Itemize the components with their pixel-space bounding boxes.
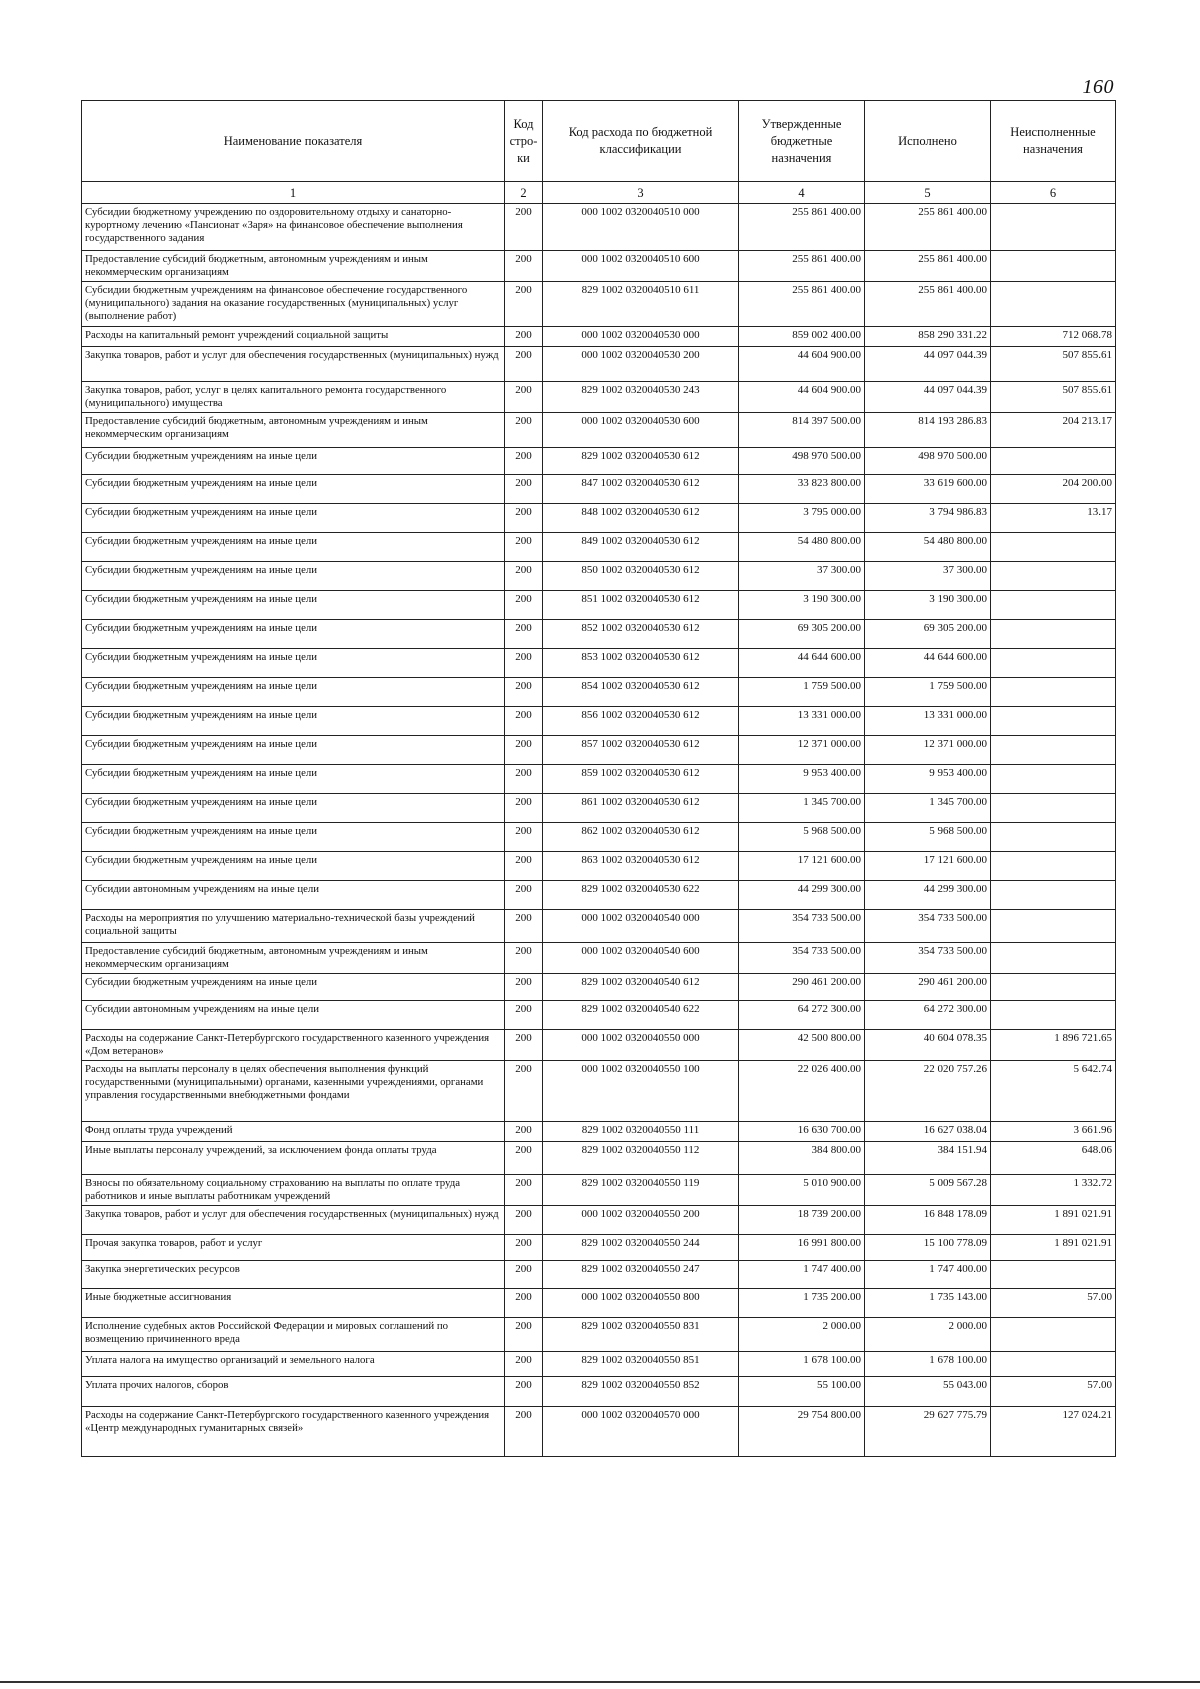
row-unexecuted: 204 213.17 bbox=[991, 413, 1116, 448]
row-approved: 2 000.00 bbox=[739, 1318, 865, 1352]
row-executed: 44 299 300.00 bbox=[865, 881, 991, 910]
table-row bbox=[82, 204, 1116, 251]
row-unexecuted bbox=[991, 823, 1116, 852]
row-name: Субсидии бюджетным учреждениям на финансовое обеспечение государственного (муниципального) задания на оказание государственных (муниципальных) услуг (выполнение работ) bbox=[82, 282, 505, 327]
row-line-code: 200 bbox=[505, 382, 543, 413]
row-budget-code: 829 1002 0320040550 111 bbox=[543, 1122, 739, 1142]
row-unexecuted bbox=[991, 1261, 1116, 1289]
row-line-code: 200 bbox=[505, 1407, 543, 1457]
row-line-code: 200 bbox=[505, 649, 543, 678]
row-budget-code: 000 1002 0320040530 600 bbox=[543, 413, 739, 448]
header-approved: Утвержденные бюджетные назначения bbox=[739, 101, 865, 182]
row-approved: 498 970 500.00 bbox=[739, 448, 865, 475]
row-approved: 17 121 600.00 bbox=[739, 852, 865, 881]
row-unexecuted: 5 642.74 bbox=[991, 1061, 1116, 1122]
row-budget-code: 829 1002 0320040550 119 bbox=[543, 1175, 739, 1206]
row-name: Субсидии бюджетным учреждениям на иные цели bbox=[82, 823, 505, 852]
row-approved: 5 968 500.00 bbox=[739, 823, 865, 852]
table-row bbox=[82, 1061, 1116, 1122]
row-unexecuted: 3 661.96 bbox=[991, 1122, 1116, 1142]
row-approved: 54 480 800.00 bbox=[739, 533, 865, 562]
row-approved: 290 461 200.00 bbox=[739, 974, 865, 1001]
table-row bbox=[82, 591, 1116, 620]
table-row bbox=[82, 1407, 1116, 1457]
row-approved: 55 100.00 bbox=[739, 1377, 865, 1407]
row-budget-code: 859 1002 0320040530 612 bbox=[543, 765, 739, 794]
row-unexecuted bbox=[991, 448, 1116, 475]
row-budget-code: 829 1002 0320040530 243 bbox=[543, 382, 739, 413]
row-unexecuted: 507 855.61 bbox=[991, 382, 1116, 413]
row-unexecuted bbox=[991, 943, 1116, 974]
row-unexecuted bbox=[991, 282, 1116, 327]
row-name: Закупка товаров, работ и услуг для обеспечения государственных (муниципальных) нужд bbox=[82, 347, 505, 382]
column-number: 6 bbox=[991, 182, 1116, 204]
row-line-code: 200 bbox=[505, 1061, 543, 1122]
row-line-code: 200 bbox=[505, 736, 543, 765]
table-row bbox=[82, 475, 1116, 504]
row-unexecuted bbox=[991, 794, 1116, 823]
row-unexecuted bbox=[991, 678, 1116, 707]
row-budget-code: 000 1002 0320040550 000 bbox=[543, 1030, 739, 1061]
row-budget-code: 829 1002 0320040550 852 bbox=[543, 1377, 739, 1407]
row-executed: 44 644 600.00 bbox=[865, 649, 991, 678]
row-executed: 2 000.00 bbox=[865, 1318, 991, 1352]
row-executed: 40 604 078.35 bbox=[865, 1030, 991, 1061]
row-unexecuted: 57.00 bbox=[991, 1377, 1116, 1407]
table-row bbox=[82, 533, 1116, 562]
table-row bbox=[82, 678, 1116, 707]
row-approved: 44 604 900.00 bbox=[739, 382, 865, 413]
table-row bbox=[82, 881, 1116, 910]
row-approved: 1 759 500.00 bbox=[739, 678, 865, 707]
row-line-code: 200 bbox=[505, 881, 543, 910]
row-name: Расходы на капитальный ремонт учреждений социальной защиты bbox=[82, 327, 505, 347]
row-executed: 64 272 300.00 bbox=[865, 1001, 991, 1030]
row-executed: 16 627 038.04 bbox=[865, 1122, 991, 1142]
row-executed: 37 300.00 bbox=[865, 562, 991, 591]
row-unexecuted: 57.00 bbox=[991, 1289, 1116, 1318]
budget-execution-table bbox=[81, 100, 1116, 1457]
row-approved: 5 010 900.00 bbox=[739, 1175, 865, 1206]
row-unexecuted: 1 896 721.65 bbox=[991, 1030, 1116, 1061]
row-name: Взносы по обязательному социальному страхованию на выплаты по оплате труда работников и иные выплаты работникам учреждений bbox=[82, 1175, 505, 1206]
row-executed: 1 759 500.00 bbox=[865, 678, 991, 707]
row-unexecuted: 204 200.00 bbox=[991, 475, 1116, 504]
row-name: Субсидии бюджетным учреждениям на иные цели bbox=[82, 765, 505, 794]
row-approved: 44 644 600.00 bbox=[739, 649, 865, 678]
header-name: Наименование показателя bbox=[82, 101, 505, 182]
row-budget-code: 857 1002 0320040530 612 bbox=[543, 736, 739, 765]
row-name: Субсидии бюджетным учреждениям на иные цели bbox=[82, 794, 505, 823]
row-name: Субсидии бюджетным учреждениям на иные цели bbox=[82, 707, 505, 736]
row-name: Предоставление субсидий бюджетным, автономным учреждениям и иным некоммерческим организациям bbox=[82, 251, 505, 282]
header-unexecuted: Неисполненные назначения bbox=[991, 101, 1116, 182]
row-approved: 3 795 000.00 bbox=[739, 504, 865, 533]
table-row bbox=[82, 347, 1116, 382]
row-line-code: 200 bbox=[505, 794, 543, 823]
row-budget-code: 000 1002 0320040540 600 bbox=[543, 943, 739, 974]
row-approved: 29 754 800.00 bbox=[739, 1407, 865, 1457]
row-executed: 29 627 775.79 bbox=[865, 1407, 991, 1457]
row-name: Расходы на содержание Санкт-Петербургского государственного казенного учреждения «Дом ветеранов» bbox=[82, 1030, 505, 1061]
row-executed: 814 193 286.83 bbox=[865, 413, 991, 448]
row-line-code: 200 bbox=[505, 823, 543, 852]
row-approved: 1 747 400.00 bbox=[739, 1261, 865, 1289]
row-line-code: 200 bbox=[505, 413, 543, 448]
row-unexecuted bbox=[991, 974, 1116, 1001]
row-line-code: 200 bbox=[505, 562, 543, 591]
row-line-code: 200 bbox=[505, 620, 543, 649]
row-line-code: 200 bbox=[505, 533, 543, 562]
row-line-code: 200 bbox=[505, 852, 543, 881]
row-name: Субсидии бюджетным учреждениям на иные цели bbox=[82, 562, 505, 591]
row-unexecuted bbox=[991, 1001, 1116, 1030]
row-line-code: 200 bbox=[505, 974, 543, 1001]
row-executed: 354 733 500.00 bbox=[865, 943, 991, 974]
row-approved: 354 733 500.00 bbox=[739, 910, 865, 943]
row-executed: 1 678 100.00 bbox=[865, 1352, 991, 1377]
row-name: Расходы на содержание Санкт-Петербургского государственного казенного учреждения «Центр международных гуманитарных связей» bbox=[82, 1407, 505, 1457]
row-approved: 1 735 200.00 bbox=[739, 1289, 865, 1318]
row-name: Закупка товаров, работ, услуг в целях капитального ремонта государственного (муниципального) имущества bbox=[82, 382, 505, 413]
row-line-code: 200 bbox=[505, 347, 543, 382]
row-unexecuted bbox=[991, 1318, 1116, 1352]
row-name: Расходы на выплаты персоналу в целях обеспечения выполнения функций государственными (муниципальными) органами, казенными учреждениями, органами управления государственными внебюджетными фондами bbox=[82, 1061, 505, 1122]
row-approved: 814 397 500.00 bbox=[739, 413, 865, 448]
row-executed: 5 968 500.00 bbox=[865, 823, 991, 852]
row-executed: 3 190 300.00 bbox=[865, 591, 991, 620]
row-line-code: 200 bbox=[505, 678, 543, 707]
row-executed: 255 861 400.00 bbox=[865, 204, 991, 251]
row-executed: 44 097 044.39 bbox=[865, 382, 991, 413]
row-executed: 1 345 700.00 bbox=[865, 794, 991, 823]
row-executed: 12 371 000.00 bbox=[865, 736, 991, 765]
row-executed: 255 861 400.00 bbox=[865, 282, 991, 327]
row-name: Субсидии бюджетному учреждению по оздоровительному отдыху и санаторно-курортному лечению «Пансионат «Заря» на финансовое обеспечение выполнения государственного задания bbox=[82, 204, 505, 251]
row-budget-code: 854 1002 0320040530 612 bbox=[543, 678, 739, 707]
header-executed: Исполнено bbox=[865, 101, 991, 182]
row-executed: 55 043.00 bbox=[865, 1377, 991, 1407]
row-name: Иные бюджетные ассигнования bbox=[82, 1289, 505, 1318]
header-row bbox=[82, 101, 1116, 182]
header-budget-code: Код расхода по бюджетной классификации bbox=[543, 101, 739, 182]
row-budget-code: 852 1002 0320040530 612 bbox=[543, 620, 739, 649]
column-number: 1 bbox=[82, 182, 505, 204]
table-row bbox=[82, 910, 1116, 943]
row-unexecuted: 712 068.78 bbox=[991, 327, 1116, 347]
row-unexecuted: 127 024.21 bbox=[991, 1407, 1116, 1457]
row-budget-code: 829 1002 0320040530 622 bbox=[543, 881, 739, 910]
row-unexecuted bbox=[991, 562, 1116, 591]
row-executed: 9 953 400.00 bbox=[865, 765, 991, 794]
row-approved: 44 299 300.00 bbox=[739, 881, 865, 910]
row-executed: 33 619 600.00 bbox=[865, 475, 991, 504]
column-number: 3 bbox=[543, 182, 739, 204]
row-budget-code: 850 1002 0320040530 612 bbox=[543, 562, 739, 591]
row-approved: 64 272 300.00 bbox=[739, 1001, 865, 1030]
row-executed: 498 970 500.00 bbox=[865, 448, 991, 475]
row-approved: 44 604 900.00 bbox=[739, 347, 865, 382]
row-unexecuted bbox=[991, 1352, 1116, 1377]
row-approved: 255 861 400.00 bbox=[739, 204, 865, 251]
row-name: Иные выплаты персоналу учреждений, за исключением фонда оплаты труда bbox=[82, 1142, 505, 1175]
row-budget-code: 829 1002 0320040540 622 bbox=[543, 1001, 739, 1030]
table-row bbox=[82, 620, 1116, 649]
row-unexecuted bbox=[991, 910, 1116, 943]
table-row bbox=[82, 1206, 1116, 1235]
row-unexecuted bbox=[991, 736, 1116, 765]
row-name: Субсидии бюджетным учреждениям на иные цели bbox=[82, 504, 505, 533]
table-row bbox=[82, 562, 1116, 591]
row-line-code: 200 bbox=[505, 1235, 543, 1261]
row-line-code: 200 bbox=[505, 1001, 543, 1030]
table-row bbox=[82, 1261, 1116, 1289]
row-name: Субсидии автономным учреждениям на иные цели bbox=[82, 1001, 505, 1030]
table-body bbox=[82, 204, 1116, 1457]
row-name: Субсидии бюджетным учреждениям на иные цели bbox=[82, 591, 505, 620]
row-unexecuted bbox=[991, 707, 1116, 736]
column-number: 5 bbox=[865, 182, 991, 204]
row-executed: 1 747 400.00 bbox=[865, 1261, 991, 1289]
row-approved: 384 800.00 bbox=[739, 1142, 865, 1175]
row-executed: 22 020 757.26 bbox=[865, 1061, 991, 1122]
row-executed: 354 733 500.00 bbox=[865, 910, 991, 943]
row-line-code: 200 bbox=[505, 707, 543, 736]
row-name: Субсидии бюджетным учреждениям на иные цели bbox=[82, 475, 505, 504]
row-name: Субсидии бюджетным учреждениям на иные цели bbox=[82, 974, 505, 1001]
row-approved: 859 002 400.00 bbox=[739, 327, 865, 347]
column-number: 2 bbox=[505, 182, 543, 204]
row-budget-code: 000 1002 0320040550 800 bbox=[543, 1289, 739, 1318]
row-unexecuted bbox=[991, 620, 1116, 649]
row-name: Уплата прочих налогов, сборов bbox=[82, 1377, 505, 1407]
row-unexecuted bbox=[991, 533, 1116, 562]
table-row bbox=[82, 974, 1116, 1001]
row-approved: 18 739 200.00 bbox=[739, 1206, 865, 1235]
row-executed: 858 290 331.22 bbox=[865, 327, 991, 347]
table-row bbox=[82, 448, 1116, 475]
row-executed: 255 861 400.00 bbox=[865, 251, 991, 282]
row-approved: 255 861 400.00 bbox=[739, 251, 865, 282]
row-budget-code: 861 1002 0320040530 612 bbox=[543, 794, 739, 823]
row-budget-code: 851 1002 0320040530 612 bbox=[543, 591, 739, 620]
table-row bbox=[82, 504, 1116, 533]
row-approved: 9 953 400.00 bbox=[739, 765, 865, 794]
table-row bbox=[82, 1001, 1116, 1030]
row-line-code: 200 bbox=[505, 282, 543, 327]
row-name: Субсидии автономным учреждениям на иные цели bbox=[82, 881, 505, 910]
row-approved: 22 026 400.00 bbox=[739, 1061, 865, 1122]
page-number: 160 bbox=[1082, 76, 1114, 98]
row-line-code: 200 bbox=[505, 504, 543, 533]
row-unexecuted: 648.06 bbox=[991, 1142, 1116, 1175]
row-executed: 16 848 178.09 bbox=[865, 1206, 991, 1235]
row-line-code: 200 bbox=[505, 1377, 543, 1407]
table-row bbox=[82, 1352, 1116, 1377]
table-row bbox=[82, 765, 1116, 794]
row-budget-code: 829 1002 0320040510 611 bbox=[543, 282, 739, 327]
row-line-code: 200 bbox=[505, 591, 543, 620]
row-line-code: 200 bbox=[505, 1175, 543, 1206]
table-row bbox=[82, 1235, 1116, 1261]
row-budget-code: 848 1002 0320040530 612 bbox=[543, 504, 739, 533]
row-name: Субсидии бюджетным учреждениям на иные цели bbox=[82, 678, 505, 707]
row-budget-code: 829 1002 0320040550 831 bbox=[543, 1318, 739, 1352]
column-number-row bbox=[82, 182, 1116, 204]
row-budget-code: 849 1002 0320040530 612 bbox=[543, 533, 739, 562]
row-name: Предоставление субсидий бюджетным, автономным учреждениям и иным некоммерческим организациям bbox=[82, 413, 505, 448]
row-executed: 5 009 567.28 bbox=[865, 1175, 991, 1206]
row-name: Субсидии бюджетным учреждениям на иные цели bbox=[82, 736, 505, 765]
row-approved: 16 630 700.00 bbox=[739, 1122, 865, 1142]
table-row bbox=[82, 649, 1116, 678]
table-row bbox=[82, 823, 1116, 852]
row-line-code: 200 bbox=[505, 327, 543, 347]
table-row bbox=[82, 852, 1116, 881]
row-approved: 42 500 800.00 bbox=[739, 1030, 865, 1061]
row-budget-code: 847 1002 0320040530 612 bbox=[543, 475, 739, 504]
row-unexecuted: 13.17 bbox=[991, 504, 1116, 533]
row-unexecuted: 1 891 021.91 bbox=[991, 1206, 1116, 1235]
row-line-code: 200 bbox=[505, 1318, 543, 1352]
row-approved: 33 823 800.00 bbox=[739, 475, 865, 504]
row-budget-code: 829 1002 0320040530 612 bbox=[543, 448, 739, 475]
row-budget-code: 853 1002 0320040530 612 bbox=[543, 649, 739, 678]
row-unexecuted bbox=[991, 765, 1116, 794]
table-row bbox=[82, 1289, 1116, 1318]
table-row bbox=[82, 1142, 1116, 1175]
row-line-code: 200 bbox=[505, 251, 543, 282]
row-budget-code: 829 1002 0320040550 851 bbox=[543, 1352, 739, 1377]
row-budget-code: 829 1002 0320040550 112 bbox=[543, 1142, 739, 1175]
row-line-code: 200 bbox=[505, 765, 543, 794]
row-budget-code: 000 1002 0320040570 000 bbox=[543, 1407, 739, 1457]
row-executed: 3 794 986.83 bbox=[865, 504, 991, 533]
row-unexecuted: 1 332.72 bbox=[991, 1175, 1116, 1206]
row-approved: 69 305 200.00 bbox=[739, 620, 865, 649]
row-line-code: 200 bbox=[505, 448, 543, 475]
row-line-code: 200 bbox=[505, 1261, 543, 1289]
row-name: Расходы на мероприятия по улучшению материально-технической базы учреждений социальной защиты bbox=[82, 910, 505, 943]
row-budget-code: 856 1002 0320040530 612 bbox=[543, 707, 739, 736]
row-name: Исполнение судебных актов Российской Федерации и мировых соглашений по возмещению причиненного вреда bbox=[82, 1318, 505, 1352]
row-budget-code: 829 1002 0320040550 244 bbox=[543, 1235, 739, 1261]
row-name: Прочая закупка товаров, работ и услуг bbox=[82, 1235, 505, 1261]
row-unexecuted bbox=[991, 852, 1116, 881]
row-line-code: 200 bbox=[505, 1206, 543, 1235]
header-line-code: Код стро-ки bbox=[505, 101, 543, 182]
row-line-code: 200 bbox=[505, 204, 543, 251]
table-row bbox=[82, 1122, 1116, 1142]
row-budget-code: 000 1002 0320040550 200 bbox=[543, 1206, 739, 1235]
row-approved: 16 991 800.00 bbox=[739, 1235, 865, 1261]
row-name: Уплата налога на имущество организаций и земельного налога bbox=[82, 1352, 505, 1377]
row-approved: 1 345 700.00 bbox=[739, 794, 865, 823]
table-row bbox=[82, 707, 1116, 736]
row-budget-code: 000 1002 0320040540 000 bbox=[543, 910, 739, 943]
row-approved: 13 331 000.00 bbox=[739, 707, 865, 736]
row-name: Закупка товаров, работ и услуг для обеспечения государственных (муниципальных) нужд bbox=[82, 1206, 505, 1235]
row-budget-code: 862 1002 0320040530 612 bbox=[543, 823, 739, 852]
table-row bbox=[82, 282, 1116, 327]
row-line-code: 200 bbox=[505, 943, 543, 974]
row-budget-code: 000 1002 0320040550 100 bbox=[543, 1061, 739, 1122]
row-unexecuted bbox=[991, 591, 1116, 620]
table-row bbox=[82, 327, 1116, 347]
row-executed: 17 121 600.00 bbox=[865, 852, 991, 881]
row-name: Фонд оплаты труда учреждений bbox=[82, 1122, 505, 1142]
row-name: Закупка энергетических ресурсов bbox=[82, 1261, 505, 1289]
row-line-code: 200 bbox=[505, 475, 543, 504]
row-unexecuted: 1 891 021.91 bbox=[991, 1235, 1116, 1261]
row-executed: 13 331 000.00 bbox=[865, 707, 991, 736]
table-row bbox=[82, 382, 1116, 413]
row-unexecuted bbox=[991, 251, 1116, 282]
row-name: Субсидии бюджетным учреждениям на иные цели bbox=[82, 620, 505, 649]
row-executed: 290 461 200.00 bbox=[865, 974, 991, 1001]
row-line-code: 200 bbox=[505, 1352, 543, 1377]
row-executed: 54 480 800.00 bbox=[865, 533, 991, 562]
table-row bbox=[82, 736, 1116, 765]
row-unexecuted bbox=[991, 204, 1116, 251]
table-row bbox=[82, 1175, 1116, 1206]
row-budget-code: 000 1002 0320040510 600 bbox=[543, 251, 739, 282]
table-row bbox=[82, 413, 1116, 448]
row-approved: 354 733 500.00 bbox=[739, 943, 865, 974]
row-name: Субсидии бюджетным учреждениям на иные цели bbox=[82, 533, 505, 562]
row-approved: 1 678 100.00 bbox=[739, 1352, 865, 1377]
row-budget-code: 829 1002 0320040550 247 bbox=[543, 1261, 739, 1289]
row-budget-code: 000 1002 0320040530 000 bbox=[543, 327, 739, 347]
row-approved: 3 190 300.00 bbox=[739, 591, 865, 620]
row-unexecuted bbox=[991, 881, 1116, 910]
row-budget-code: 829 1002 0320040540 612 bbox=[543, 974, 739, 1001]
table-row bbox=[82, 251, 1116, 282]
table-row bbox=[82, 943, 1116, 974]
row-line-code: 200 bbox=[505, 1289, 543, 1318]
table-row bbox=[82, 1318, 1116, 1352]
row-line-code: 200 bbox=[505, 1142, 543, 1175]
row-approved: 255 861 400.00 bbox=[739, 282, 865, 327]
row-unexecuted bbox=[991, 649, 1116, 678]
row-executed: 384 151.94 bbox=[865, 1142, 991, 1175]
row-budget-code: 000 1002 0320040510 000 bbox=[543, 204, 739, 251]
table-row bbox=[82, 1377, 1116, 1407]
row-executed: 15 100 778.09 bbox=[865, 1235, 991, 1261]
row-budget-code: 863 1002 0320040530 612 bbox=[543, 852, 739, 881]
row-approved: 12 371 000.00 bbox=[739, 736, 865, 765]
row-name: Предоставление субсидий бюджетным, автономным учреждениям и иным некоммерческим организациям bbox=[82, 943, 505, 974]
row-line-code: 200 bbox=[505, 1030, 543, 1061]
bottom-rule bbox=[0, 1681, 1200, 1683]
row-line-code: 200 bbox=[505, 1122, 543, 1142]
row-unexecuted: 507 855.61 bbox=[991, 347, 1116, 382]
row-name: Субсидии бюджетным учреждениям на иные цели bbox=[82, 649, 505, 678]
table-row bbox=[82, 794, 1116, 823]
table-row bbox=[82, 1030, 1116, 1061]
row-executed: 69 305 200.00 bbox=[865, 620, 991, 649]
row-name: Субсидии бюджетным учреждениям на иные цели bbox=[82, 852, 505, 881]
row-executed: 44 097 044.39 bbox=[865, 347, 991, 382]
row-budget-code: 000 1002 0320040530 200 bbox=[543, 347, 739, 382]
column-number: 4 bbox=[739, 182, 865, 204]
row-approved: 37 300.00 bbox=[739, 562, 865, 591]
row-line-code: 200 bbox=[505, 910, 543, 943]
row-executed: 1 735 143.00 bbox=[865, 1289, 991, 1318]
row-name: Субсидии бюджетным учреждениям на иные цели bbox=[82, 448, 505, 475]
